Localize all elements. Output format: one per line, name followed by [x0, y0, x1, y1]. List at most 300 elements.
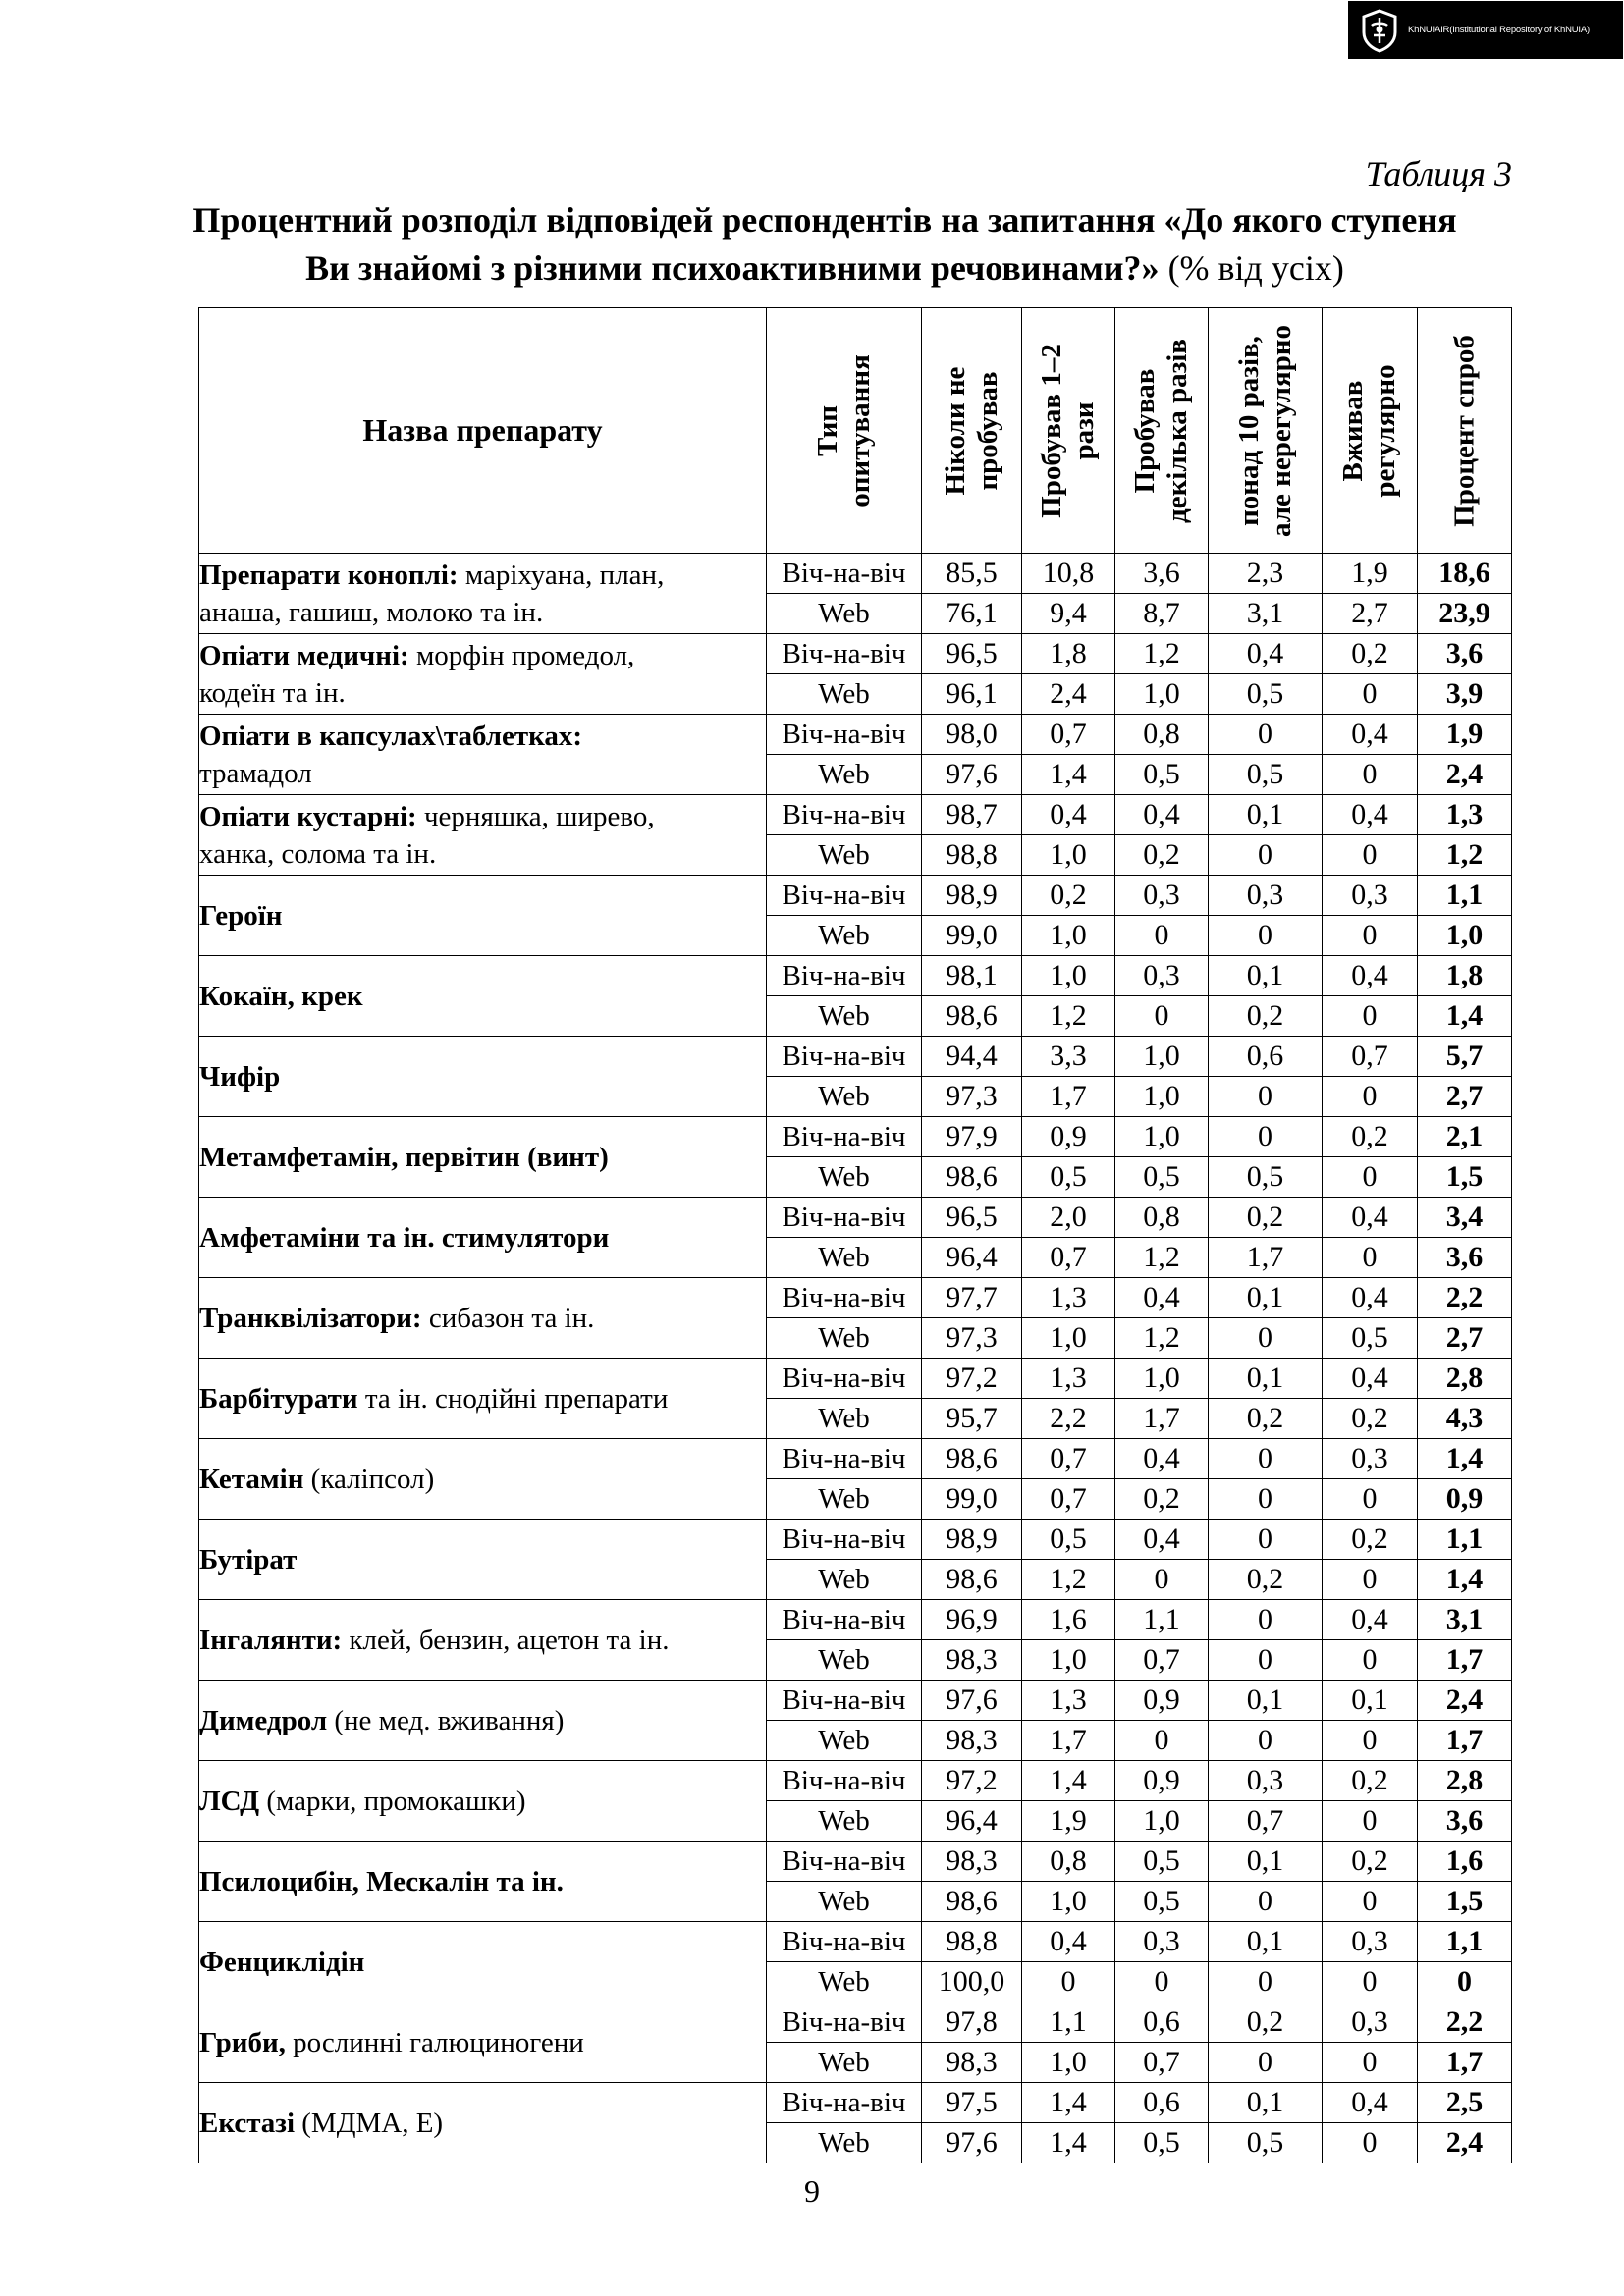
- percent-cell: 2,7: [1418, 1077, 1512, 1117]
- over-10-cell: 0: [1209, 1439, 1323, 1479]
- drug-name-bold: ЛСД: [199, 1785, 260, 1817]
- over-10-cell: 0: [1209, 1721, 1323, 1761]
- never-cell: 96,5: [922, 1198, 1022, 1238]
- over-10-cell: 0,2: [1209, 2002, 1323, 2043]
- never-cell: 97,3: [922, 1077, 1022, 1117]
- tried-1-2-cell: 1,0: [1022, 956, 1115, 996]
- over-10-cell: 0,3: [1209, 876, 1323, 916]
- percent-cell: 2,5: [1418, 2083, 1512, 2123]
- never-cell: 98,0: [922, 715, 1022, 755]
- table-row: [199, 715, 1512, 755]
- drug-name-bold: Інгалянти:: [199, 1624, 343, 1656]
- tried-1-2-cell: 1,2: [1022, 1560, 1115, 1600]
- percent-cell: 1,3: [1418, 795, 1512, 835]
- tried-several-cell: 1,0: [1115, 674, 1209, 715]
- tried-several-cell: 0,5: [1115, 2123, 1209, 2163]
- drug-name-bold: Препарати коноплі:: [199, 559, 459, 591]
- caption-normal: (% від усіх): [1159, 248, 1344, 288]
- substance-table: [198, 307, 1512, 2163]
- over-10-cell: 0,5: [1209, 1157, 1323, 1198]
- tried-1-2-cell: 1,9: [1022, 1801, 1115, 1842]
- table-row: [199, 1761, 1512, 1801]
- table-body: [199, 554, 1512, 2163]
- drug-name-cell: [199, 1761, 767, 1842]
- regular-cell: 0: [1323, 1560, 1418, 1600]
- over-10-cell: 0,1: [1209, 956, 1323, 996]
- drug-name-bold: Опіати медичні:: [199, 639, 409, 671]
- drug-name-cell: [199, 2002, 767, 2083]
- over-10-cell: 0,7: [1209, 1801, 1323, 1842]
- drug-name-bold: Героїн: [199, 899, 283, 932]
- drug-name-bold: Кокаїн, крек: [199, 980, 363, 1012]
- tried-several-cell: 0,5: [1115, 1882, 1209, 1922]
- regular-cell: 0: [1323, 1721, 1418, 1761]
- percent-cell: 2,8: [1418, 1761, 1512, 1801]
- never-cell: 97,6: [922, 2123, 1022, 2163]
- over-10-cell: 0: [1209, 835, 1323, 876]
- tried-several-cell: 0,4: [1115, 1278, 1209, 1318]
- over-10-cell: 0,2: [1209, 1198, 1323, 1238]
- percent-cell: 1,7: [1418, 1640, 1512, 1681]
- percent-cell: 1,7: [1418, 2043, 1512, 2083]
- tried-several-cell: 0,6: [1115, 2002, 1209, 2043]
- drug-name-cell: [199, 1198, 767, 1278]
- never-cell: 97,7: [922, 1278, 1022, 1318]
- tried-several-cell: 0: [1115, 916, 1209, 956]
- tried-several-cell: 0,3: [1115, 956, 1209, 996]
- over-10-cell: 0: [1209, 1117, 1323, 1157]
- type-cell: Web: [767, 835, 922, 876]
- drug-name-line2: кодеїн та ін.: [199, 676, 346, 709]
- percent-cell: 1,4: [1418, 1439, 1512, 1479]
- type-cell: Віч-на-віч: [767, 1681, 922, 1721]
- table-row: [199, 1117, 1512, 1157]
- drug-name-cell: [199, 1681, 767, 1761]
- over-10-cell: 0,3: [1209, 1761, 1323, 1801]
- regular-cell: 0: [1323, 1640, 1418, 1681]
- tried-1-2-cell: 0,5: [1022, 1157, 1115, 1198]
- type-cell: Віч-на-віч: [767, 876, 922, 916]
- over-10-cell: 1,7: [1209, 1238, 1323, 1278]
- tried-several-cell: 0,2: [1115, 1479, 1209, 1520]
- header-type: Тип опитування: [767, 308, 922, 554]
- percent-cell: 3,1: [1418, 1600, 1512, 1640]
- tried-1-2-cell: 1,0: [1022, 1882, 1115, 1922]
- header-tried-several: Пробував декілька разів: [1115, 308, 1209, 554]
- table-row: [199, 2083, 1512, 2123]
- page-number: 9: [804, 2173, 820, 2209]
- tried-1-2-cell: 1,4: [1022, 2083, 1115, 2123]
- never-cell: 98,7: [922, 795, 1022, 835]
- regular-cell: 0: [1323, 755, 1418, 795]
- never-cell: 97,9: [922, 1117, 1022, 1157]
- drug-name-line2: трамадол: [199, 757, 312, 789]
- never-cell: 98,3: [922, 1842, 1022, 1882]
- drug-name-cell: [199, 1520, 767, 1600]
- tried-1-2-cell: 1,0: [1022, 2043, 1115, 2083]
- drug-name-cell: [199, 554, 767, 634]
- tried-several-cell: 8,7: [1115, 594, 1209, 634]
- tried-several-cell: 1,2: [1115, 1318, 1209, 1359]
- over-10-cell: 0: [1209, 1882, 1323, 1922]
- tried-several-cell: 1,2: [1115, 634, 1209, 674]
- percent-cell: 3,4: [1418, 1198, 1512, 1238]
- tried-several-cell: 0,4: [1115, 795, 1209, 835]
- tried-several-cell: 0,7: [1115, 2043, 1209, 2083]
- percent-cell: 2,4: [1418, 755, 1512, 795]
- regular-cell: 0,1: [1323, 1681, 1418, 1721]
- header-tried-1-2: Пробував 1–2 рази: [1022, 308, 1115, 554]
- never-cell: 85,5: [922, 554, 1022, 594]
- tried-several-cell: 1,0: [1115, 1359, 1209, 1399]
- over-10-cell: 0: [1209, 1318, 1323, 1359]
- drug-name-bold: Бутірат: [199, 1543, 298, 1575]
- percent-cell: 18,6: [1418, 554, 1512, 594]
- drug-name-cell: [199, 795, 767, 876]
- table-row: [199, 2002, 1512, 2043]
- regular-cell: 0,4: [1323, 2083, 1418, 2123]
- tried-several-cell: 0,8: [1115, 715, 1209, 755]
- tried-several-cell: 0: [1115, 1560, 1209, 1600]
- tried-1-2-cell: 1,4: [1022, 1761, 1115, 1801]
- tried-several-cell: 1,1: [1115, 1600, 1209, 1640]
- percent-cell: 2,2: [1418, 2002, 1512, 2043]
- never-cell: 97,8: [922, 2002, 1022, 2043]
- table-row: [199, 795, 1512, 835]
- tried-several-cell: 0,4: [1115, 1520, 1209, 1560]
- drug-name-bold: Метамфетамін, первітин (винт): [199, 1141, 609, 1173]
- tried-several-cell: 0: [1115, 1721, 1209, 1761]
- tried-1-2-cell: 2,4: [1022, 674, 1115, 715]
- tried-several-cell: 1,0: [1115, 1801, 1209, 1842]
- table-row: [199, 1439, 1512, 1479]
- tried-1-2-cell: 1,8: [1022, 634, 1115, 674]
- over-10-cell: 0,2: [1209, 1399, 1323, 1439]
- regular-cell: 0: [1323, 996, 1418, 1037]
- over-10-cell: 3,1: [1209, 594, 1323, 634]
- drug-name-cell: [199, 715, 767, 795]
- never-cell: 96,5: [922, 634, 1022, 674]
- drug-name-cell: [199, 1922, 767, 2002]
- tried-1-2-cell: 1,0: [1022, 916, 1115, 956]
- tried-several-cell: 0,9: [1115, 1761, 1209, 1801]
- tried-several-cell: 0,7: [1115, 1640, 1209, 1681]
- drug-name-normal: рослинні галюциногени: [285, 2026, 584, 2058]
- table-row: [199, 1198, 1512, 1238]
- drug-name-bold: Фенциклідін: [199, 1946, 365, 1978]
- never-cell: 98,8: [922, 1922, 1022, 1962]
- regular-cell: 0: [1323, 1077, 1418, 1117]
- regular-cell: 0,3: [1323, 1439, 1418, 1479]
- tried-1-2-cell: 1,4: [1022, 2123, 1115, 2163]
- percent-cell: 2,1: [1418, 1117, 1512, 1157]
- never-cell: 95,7: [922, 1399, 1022, 1439]
- type-cell: Віч-на-віч: [767, 1198, 922, 1238]
- regular-cell: 0: [1323, 1157, 1418, 1198]
- repository-badge-text: KhNUIAIR(Institutional Repository of KhNUIA): [1408, 25, 1590, 35]
- over-10-cell: 0,2: [1209, 996, 1323, 1037]
- over-10-cell: 0: [1209, 2043, 1323, 2083]
- regular-cell: 0,5: [1323, 1318, 1418, 1359]
- over-10-cell: 0,1: [1209, 2083, 1323, 2123]
- percent-cell: 1,8: [1418, 956, 1512, 996]
- table-row: [199, 1278, 1512, 1318]
- type-cell: Віч-на-віч: [767, 795, 922, 835]
- type-cell: Web: [767, 1801, 922, 1842]
- tried-several-cell: 0,6: [1115, 2083, 1209, 2123]
- type-cell: Web: [767, 2043, 922, 2083]
- never-cell: 96,4: [922, 1238, 1022, 1278]
- drug-name-line2: ханка, солома та ін.: [199, 837, 437, 870]
- header-over-10: понад 10 разів, але нерегулярно: [1209, 308, 1323, 554]
- regular-cell: 0,4: [1323, 1359, 1418, 1399]
- never-cell: 97,6: [922, 755, 1022, 795]
- over-10-cell: 0: [1209, 1077, 1323, 1117]
- type-cell: Віч-на-віч: [767, 1359, 922, 1399]
- tried-1-2-cell: 1,7: [1022, 1721, 1115, 1761]
- table-row: [199, 1681, 1512, 1721]
- type-cell: Web: [767, 1399, 922, 1439]
- tried-1-2-cell: 1,3: [1022, 1278, 1115, 1318]
- tried-1-2-cell: 1,7: [1022, 1077, 1115, 1117]
- regular-cell: 0,4: [1323, 1278, 1418, 1318]
- tried-several-cell: 0,4: [1115, 1439, 1209, 1479]
- tried-several-cell: 0,3: [1115, 1922, 1209, 1962]
- regular-cell: 0,2: [1323, 1761, 1418, 1801]
- never-cell: 98,9: [922, 876, 1022, 916]
- type-cell: Web: [767, 1479, 922, 1520]
- drug-name-cell: [199, 634, 767, 715]
- caption-bold: Процентний розподіл відповідей респондентів на запитання «До якого ступеня Ви знайомі з різними психоактивними речовинами?»: [192, 200, 1457, 288]
- header-never: Ніколи не пробував: [922, 308, 1022, 554]
- never-cell: 98,6: [922, 996, 1022, 1037]
- tried-1-2-cell: 0,8: [1022, 1842, 1115, 1882]
- drug-name-cell: [199, 956, 767, 1037]
- tried-1-2-cell: 0,4: [1022, 1922, 1115, 1962]
- regular-cell: 2,7: [1323, 594, 1418, 634]
- drug-name-normal: (не мед. вживання): [327, 1704, 565, 1736]
- table-number: Таблиця 3: [1365, 154, 1512, 193]
- regular-cell: 0: [1323, 1801, 1418, 1842]
- tried-1-2-cell: 1,2: [1022, 996, 1115, 1037]
- regular-cell: 0,2: [1323, 1842, 1418, 1882]
- drug-name-normal: сибазон та ін.: [421, 1302, 595, 1334]
- tried-several-cell: 1,7: [1115, 1399, 1209, 1439]
- tried-several-cell: 1,2: [1115, 1238, 1209, 1278]
- type-cell: Web: [767, 1157, 922, 1198]
- type-cell: Віч-на-віч: [767, 2002, 922, 2043]
- regular-cell: 0,3: [1323, 876, 1418, 916]
- regular-cell: 0,7: [1323, 1037, 1418, 1077]
- table-row: [199, 876, 1512, 916]
- over-10-cell: 0: [1209, 1962, 1323, 2002]
- percent-cell: 1,4: [1418, 996, 1512, 1037]
- tried-several-cell: 1,0: [1115, 1077, 1209, 1117]
- type-cell: Web: [767, 755, 922, 795]
- tried-several-cell: 0,5: [1115, 1157, 1209, 1198]
- tried-1-2-cell: 2,2: [1022, 1399, 1115, 1439]
- table-row: [199, 634, 1512, 674]
- tried-several-cell: 0,5: [1115, 1842, 1209, 1882]
- repository-badge[interactable]: [1348, 1, 1623, 59]
- over-10-cell: 0: [1209, 1520, 1323, 1560]
- percent-cell: 1,1: [1418, 1520, 1512, 1560]
- never-cell: 94,4: [922, 1037, 1022, 1077]
- never-cell: 98,3: [922, 1721, 1022, 1761]
- drug-name-cell: [199, 1600, 767, 1681]
- drug-name-cell: [199, 1842, 767, 1922]
- type-cell: Web: [767, 1640, 922, 1681]
- regular-cell: 0,3: [1323, 1922, 1418, 1962]
- type-cell: Віч-на-віч: [767, 1600, 922, 1640]
- never-cell: 97,2: [922, 1359, 1022, 1399]
- never-cell: 99,0: [922, 1479, 1022, 1520]
- tried-1-2-cell: 0,9: [1022, 1117, 1115, 1157]
- tried-several-cell: 0,8: [1115, 1198, 1209, 1238]
- percent-cell: 1,9: [1418, 715, 1512, 755]
- tried-several-cell: 0: [1115, 996, 1209, 1037]
- tried-several-cell: 0,9: [1115, 1681, 1209, 1721]
- over-10-cell: 0,2: [1209, 1560, 1323, 1600]
- type-cell: Віч-на-віч: [767, 956, 922, 996]
- never-cell: 96,1: [922, 674, 1022, 715]
- percent-cell: 2,8: [1418, 1359, 1512, 1399]
- never-cell: 99,0: [922, 916, 1022, 956]
- tried-1-2-cell: 0: [1022, 1962, 1115, 2002]
- header-percent: Процент спроб: [1418, 308, 1512, 554]
- percent-cell: 3,6: [1418, 634, 1512, 674]
- never-cell: 98,3: [922, 2043, 1022, 2083]
- drug-name-normal: черняшка, ширево,: [416, 800, 655, 832]
- tried-1-2-cell: 1,0: [1022, 835, 1115, 876]
- header-row: [199, 308, 1512, 554]
- type-cell: Web: [767, 2123, 922, 2163]
- tried-several-cell: 0,5: [1115, 755, 1209, 795]
- drug-name-cell: [199, 2083, 767, 2163]
- percent-cell: 1,1: [1418, 1922, 1512, 1962]
- never-cell: 97,2: [922, 1761, 1022, 1801]
- regular-cell: 0: [1323, 916, 1418, 956]
- over-10-cell: 0: [1209, 916, 1323, 956]
- drug-name-bold: Гриби,: [199, 2026, 286, 2058]
- over-10-cell: 0,1: [1209, 1359, 1323, 1399]
- drug-name-normal: та ін. снодійні препарати: [357, 1382, 669, 1415]
- over-10-cell: 0,4: [1209, 634, 1323, 674]
- drug-name-bold: Кетамін: [199, 1463, 304, 1495]
- regular-cell: 0,4: [1323, 956, 1418, 996]
- drug-name-cell: [199, 1439, 767, 1520]
- over-10-cell: 0,1: [1209, 1842, 1323, 1882]
- percent-cell: 2,2: [1418, 1278, 1512, 1318]
- drug-name-normal: маріхуана, план,: [458, 559, 665, 591]
- type-cell: Web: [767, 916, 922, 956]
- regular-cell: 0,3: [1323, 2002, 1418, 2043]
- table-row: [199, 956, 1512, 996]
- never-cell: 100,0: [922, 1962, 1022, 2002]
- percent-cell: 3,9: [1418, 674, 1512, 715]
- never-cell: 97,5: [922, 2083, 1022, 2123]
- never-cell: 76,1: [922, 594, 1022, 634]
- type-cell: Web: [767, 1318, 922, 1359]
- drug-name-bold: Опіати в капсулах\таблетках:: [199, 720, 583, 752]
- tried-1-2-cell: 0,7: [1022, 715, 1115, 755]
- drug-name-normal: (МДМА, Е): [295, 2107, 444, 2139]
- type-cell: Віч-на-віч: [767, 1117, 922, 1157]
- tried-several-cell: 1,0: [1115, 1037, 1209, 1077]
- tried-1-2-cell: 0,7: [1022, 1479, 1115, 1520]
- university-crest-icon: [1355, 6, 1404, 55]
- never-cell: 97,6: [922, 1681, 1022, 1721]
- percent-cell: 1,5: [1418, 1157, 1512, 1198]
- over-10-cell: 0,1: [1209, 1681, 1323, 1721]
- never-cell: 96,9: [922, 1600, 1022, 1640]
- tried-1-2-cell: 0,7: [1022, 1238, 1115, 1278]
- percent-cell: 1,7: [1418, 1721, 1512, 1761]
- tried-several-cell: 0,3: [1115, 876, 1209, 916]
- drug-name-cell: [199, 1278, 767, 1359]
- regular-cell: 0: [1323, 1882, 1418, 1922]
- never-cell: 96,4: [922, 1801, 1022, 1842]
- table-row: [199, 1922, 1512, 1962]
- drug-name-bold: Опіати кустарні:: [199, 800, 417, 832]
- regular-cell: 0,2: [1323, 1399, 1418, 1439]
- tried-1-2-cell: 0,7: [1022, 1439, 1115, 1479]
- tried-1-2-cell: 1,0: [1022, 1318, 1115, 1359]
- tried-1-2-cell: 0,2: [1022, 876, 1115, 916]
- percent-cell: 1,6: [1418, 1842, 1512, 1882]
- regular-cell: 0,4: [1323, 1600, 1418, 1640]
- regular-cell: 0: [1323, 674, 1418, 715]
- regular-cell: 0,2: [1323, 634, 1418, 674]
- type-cell: Web: [767, 1238, 922, 1278]
- type-cell: Web: [767, 1962, 922, 2002]
- tried-1-2-cell: 1,4: [1022, 755, 1115, 795]
- type-cell: Web: [767, 1721, 922, 1761]
- drug-name-cell: [199, 876, 767, 956]
- percent-cell: 3,6: [1418, 1801, 1512, 1842]
- percent-cell: 1,2: [1418, 835, 1512, 876]
- regular-cell: 0: [1323, 2123, 1418, 2163]
- drug-name-normal: клей, бензин, ацетон та ін.: [342, 1624, 670, 1656]
- type-cell: Віч-на-віч: [767, 1278, 922, 1318]
- never-cell: 98,6: [922, 1157, 1022, 1198]
- tried-1-2-cell: 1,3: [1022, 1681, 1115, 1721]
- tried-1-2-cell: 2,0: [1022, 1198, 1115, 1238]
- over-10-cell: 0: [1209, 1479, 1323, 1520]
- tried-several-cell: 0,2: [1115, 835, 1209, 876]
- drug-name-normal: морфін промедол,: [408, 639, 635, 671]
- type-cell: Віч-на-віч: [767, 634, 922, 674]
- regular-cell: 0: [1323, 2043, 1418, 2083]
- drug-name-bold: Псилоцибін, Мескалін та ін.: [199, 1865, 564, 1897]
- tried-1-2-cell: 9,4: [1022, 594, 1115, 634]
- tried-1-2-cell: 3,3: [1022, 1037, 1115, 1077]
- tried-1-2-cell: 10,8: [1022, 554, 1115, 594]
- table-row: [199, 1037, 1512, 1077]
- type-cell: Віч-на-віч: [767, 2083, 922, 2123]
- over-10-cell: 0,1: [1209, 1278, 1323, 1318]
- percent-cell: 0,9: [1418, 1479, 1512, 1520]
- drug-name-bold: Амфетаміни та ін. стимулятори: [199, 1221, 610, 1254]
- percent-cell: 1,4: [1418, 1560, 1512, 1600]
- regular-cell: 0: [1323, 1479, 1418, 1520]
- never-cell: 98,8: [922, 835, 1022, 876]
- tried-several-cell: 3,6: [1115, 554, 1209, 594]
- regular-cell: 1,9: [1323, 554, 1418, 594]
- tried-1-2-cell: 1,0: [1022, 1640, 1115, 1681]
- never-cell: 98,3: [922, 1640, 1022, 1681]
- over-10-cell: 0,5: [1209, 755, 1323, 795]
